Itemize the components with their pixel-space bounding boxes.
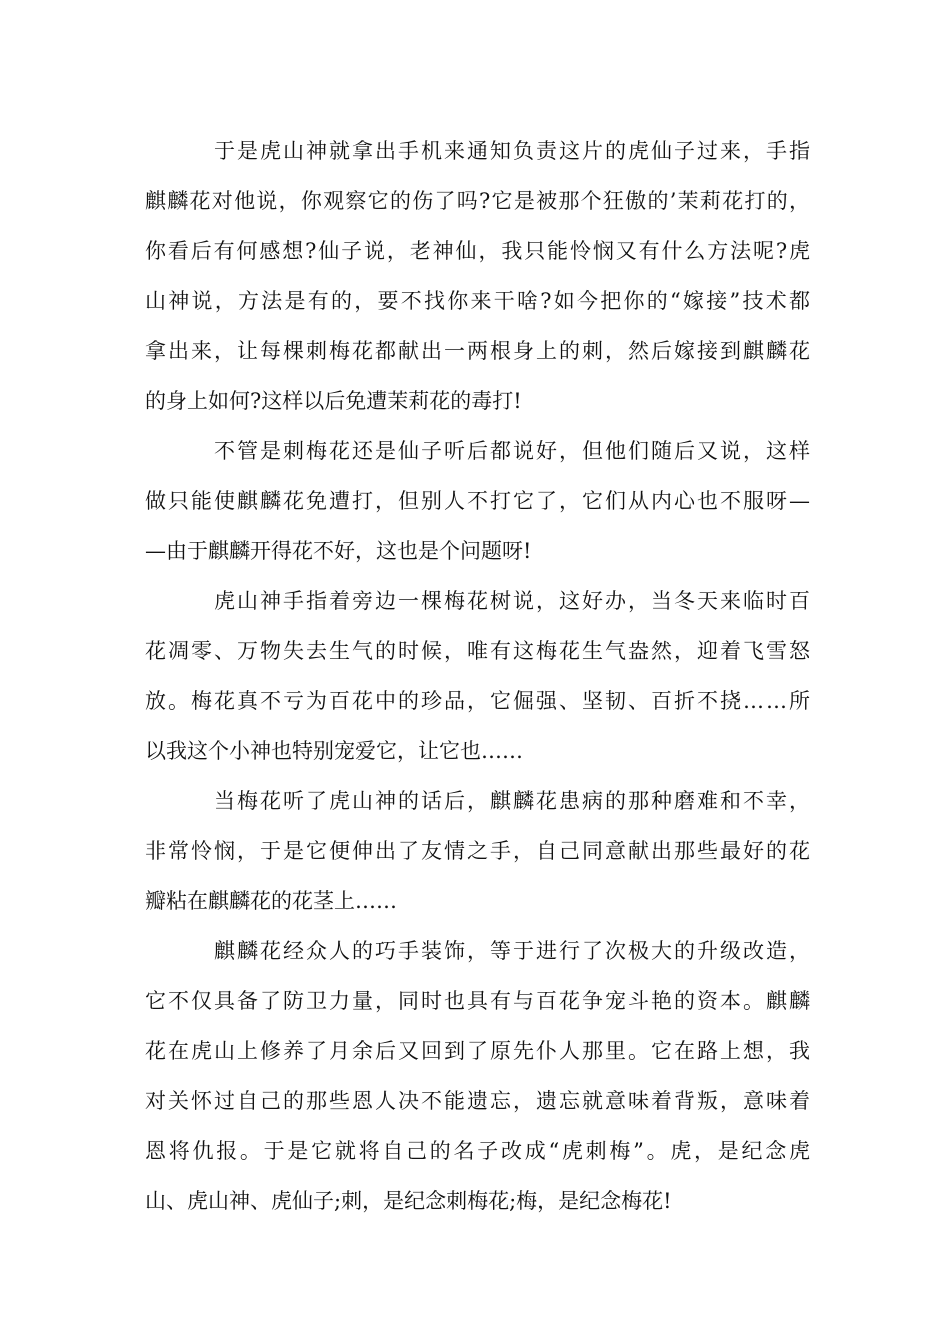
text-line: 麒麟花对他说，你观察它的伤了吗?它是被那个狂傲的’茉莉花打的，	[145, 189, 812, 213]
text-line: 山神说，方法是有的，要不找你来干啥?如今把你的“嫁接”技术都	[145, 289, 813, 313]
text-line: 你看后有何感想?仙子说，老神仙，我只能怜悯又有什么方法呢?虎	[145, 239, 812, 263]
paragraph-first-line: 虎山神手指着旁边一棵梅花树说，这好办，当冬天来临时百	[214, 589, 812, 613]
text-line: 非常怜悯，于是它便伸出了友情之手，自己同意献出那些最好的花	[145, 839, 812, 863]
paragraph-first-line: 不管是刺梅花还是仙子听后都说好，但他们随后又说，这样	[214, 439, 812, 463]
paragraph-first-line: 当梅花听了虎山神的话后，麒麟花患病的那种磨难和不幸，	[214, 789, 812, 813]
text-line: 拿出来，让每棵刺梅花都献出一两根身上的刺，然后嫁接到麒麟花	[145, 339, 812, 363]
text-line: 放。梅花真不亏为百花中的珍品，它倔强、坚韧、百折不挠……所	[145, 689, 812, 713]
document-body	[145, 126, 813, 1226]
paragraph-first-line: 麒麟花经众人的巧手装饰，等于进行了次极大的升级改造，	[214, 939, 812, 963]
text-line: 瓣粘在麒麟花的花茎上……	[145, 889, 397, 913]
text-line: 以我这个小神也特别宠爱它，让它也……	[145, 739, 523, 763]
paragraph-first-line: 于是虎山神就拿出手机来通知负责这片的虎仙子过来，手指	[214, 139, 812, 163]
text-line: 对关怀过自己的那些恩人决不能遗忘，遗忘就意味着背叛，意味着	[145, 1089, 812, 1113]
text-line: 花在虎山上修养了月余后又回到了原先仆人那里。它在路上想，我	[145, 1039, 812, 1063]
text-line: 花凋零、万物失去生气的时候，唯有这梅花生气盎然，迎着飞雪怒	[145, 639, 812, 663]
text-line: 做只能使麒麟花免遭打，但别人不打它了，它们从内心也不服呀—	[145, 489, 812, 513]
text-line: 山、虎山神、虎仙子;刺，是纪念刺梅花;梅，是纪念梅花!	[145, 1189, 672, 1213]
text-line: —由于麒麟开得花不好，这也是个问题呀!	[145, 539, 532, 563]
text-line: 恩将仇报。于是它就将自己的名子改成“虎刺梅”。虎，是纪念虎	[145, 1139, 813, 1163]
text-line: 的身上如何?这样以后免遭茉莉花的毒打!	[145, 389, 522, 413]
text-line: 它不仅具备了防卫力量，同时也具有与百花争宠斗艳的资本。麒麟	[145, 989, 812, 1013]
